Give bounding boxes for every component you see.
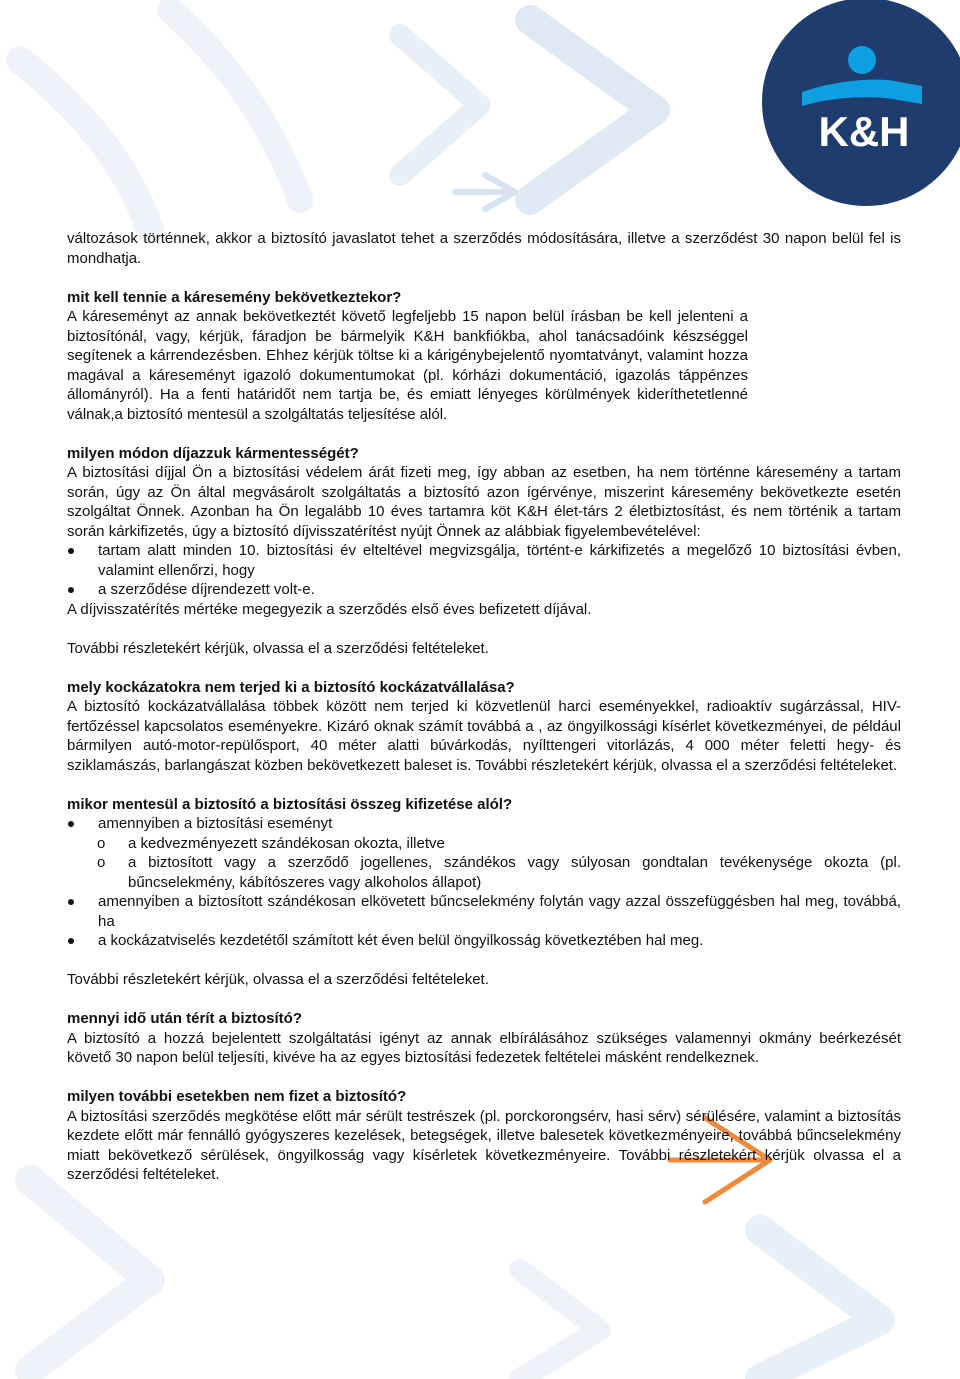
arrow-bottom-left (30, 1180, 150, 1370)
heading-bonus: milyen módon díjazzuk kármentességét? (67, 444, 359, 462)
paragraph-refund: A díjvisszatérítés mértéke megegyezik a szerződés első éves befizetett díjával. (67, 600, 592, 618)
sub-list-item: o a biztosított vagy a szerződő jogellenes, szándékos vagy súlyosan gondtalan tevékenysége okozta (pl. bűncselekmény, kábítószeres vagy alkoholos állapot) (67, 853, 901, 892)
arrow-large-top (530, 20, 655, 200)
bonus-list (67, 541, 901, 600)
heading-exclusions: mely kockázatokra nem terjed ki a biztosító kockázatvállalása? (67, 678, 515, 696)
list-item-text: amennyiben a biztosítási eseményt (98, 815, 333, 832)
paragraph-claim: A káreseményt az annak bekövetkeztét követő legfeljebb 15 napon belül írásban be kell jelenteni a biztosítónál, vagy, kérjük, fáradjon be bármelyik K&H bankfiókba, ahol tanácsadóink készséggel segítenek a kárrendezésben. Ehhez kérjük töltse ki a kárigénybejelentő nyomtatványt, valamint hozza magával a káreseményt igazoló dokumentumokat (pl. kórházi dokumentáció, igazolás táppénzes állományról). Ha a fenti határidőt nem tartja be, és emiatt lényeges körülmények kideríthetetlenné válnak,a biztosító mentesül a szolgáltatás teljesítése alól. (67, 308, 748, 423)
exemption-list-continued (67, 892, 901, 951)
arrow-bottom-mid (520, 1270, 600, 1379)
paragraph-payout-time: A biztosító a hozzá bejelentett szolgáltatási igényt az annak elbírálásához szükséges valamennyi okmány beérkezését követő 30 napon belül teljesíti, kivéve ha az egyes biztosítási fedezetek feltételei másként rendelkeznek. (67, 1029, 901, 1066)
list-item: a kockázatviselés kezdetétől számított két éven belül öngyilkosság következtében hal meg. (67, 931, 901, 951)
arrow-medium-top (400, 35, 480, 175)
list-item: tartam alatt minden 10. biztosítási év elteltével megvizsgálja, történt-e kárkifizetés a megelőző 10 biztosítási évben, valamint ellenőrzi, hogy (67, 541, 901, 580)
logo-text: K&H (818, 108, 910, 155)
heading-payout-time: mennyi idő után térít a biztosító? (67, 1010, 303, 1027)
arrow-curve-left (20, 60, 150, 230)
more-details: További részletekért kérjük, olvassa el a szerződési feltételeket. (67, 639, 489, 657)
exemption-sublist (67, 834, 901, 893)
arrow-curve-mid (170, 10, 300, 200)
kh-logo (756, 0, 960, 210)
list-item: amennyiben a biztosított szándékosan elkövetett bűncselekmény folytán vagy azzal összefüggésben hal meg, továbbá, ha (67, 892, 901, 931)
heading-exemption: mikor mentesül a biztosító a biztosítási összeg kifizetése alól? (67, 795, 513, 813)
more-details: További részletekért kérjük, olvassa el a szerződési feltételeket. (67, 971, 489, 988)
intro-paragraph: változások történnek, akkor a biztosító javaslatot tehet a szerződés módosítására, illetve a szerződést 30 napon belül fel is mondhatja. (67, 230, 901, 267)
list-item: a szerződése díjrendezett volt-e. (67, 580, 901, 600)
list-item (67, 814, 901, 834)
heading-claim: mit kell tennie a káresemény bekövetkeztekor? (67, 288, 402, 306)
arrow-small-top (455, 175, 515, 209)
arrow-bottom-right (760, 1230, 880, 1379)
paragraph-exclusions: A biztosító kockázatvállalása többek között nem terjed ki közvetlenül harci eseményekkel, radioaktív sugárzással, HIV-fertőzéssel kapcsolatos eseményekre. Kizáró oknak számít továbbá a , az öngyilkossági kísérlet következményei, de például bármilyen autó-motor-repülősport, 40 méter alatti búvárkodás, nyílttengeri vitorlázás, 4 000 méter feletti hegy- és sziklamászás, barlangászat közben bekövetkezett baleset is. További részletekért kérjük, olvassa el a szerződési feltételeket. (67, 698, 901, 774)
paragraph-other-cases: A biztosítási szerződés megkötése előtt már sérült testrészek (pl. porckorongsérv, hasi sérv) sérülésére, valamint a biztosítás kezdete előtt már fennálló gyógyszeres kezelések, betegségek, illetve balesetek következményeire, továbbá bűncselekmény miatt bekövetkező sérülések, öngyilkosság vagy kísérletek következményeire. További részletekért kérjük olvassa el a szerződési feltételeket. (67, 1107, 901, 1183)
heading-other-cases: milyen további esetekben nem fizet a biztosító? (67, 1088, 407, 1105)
paragraph-bonus: A biztosítási díjjal Ön a biztosítási védelem árát fizeti meg, így abban az esetben, ha nem történne káresemény a tartam során, úgy az Ön által megvásárolt szolgáltatás a biztosító azon ígérvénye, miszerint káresemény bekövetkezte esetén szolgáltat Önnek. Azonban ha Ön legalább 10 éves tartamra köt K&H élet-társ 2 életbiztosítást, és nem történik a tartam során kárkifizetés, úgy a biztosító díjvisszatérítést nyújt Önnek az alábbiak figyelembevételével: (67, 464, 901, 540)
document-body (67, 229, 901, 1185)
sub-list-item: o a kedvezményezett szándékosan okozta, illetve (67, 834, 901, 854)
exemption-list (67, 814, 901, 834)
